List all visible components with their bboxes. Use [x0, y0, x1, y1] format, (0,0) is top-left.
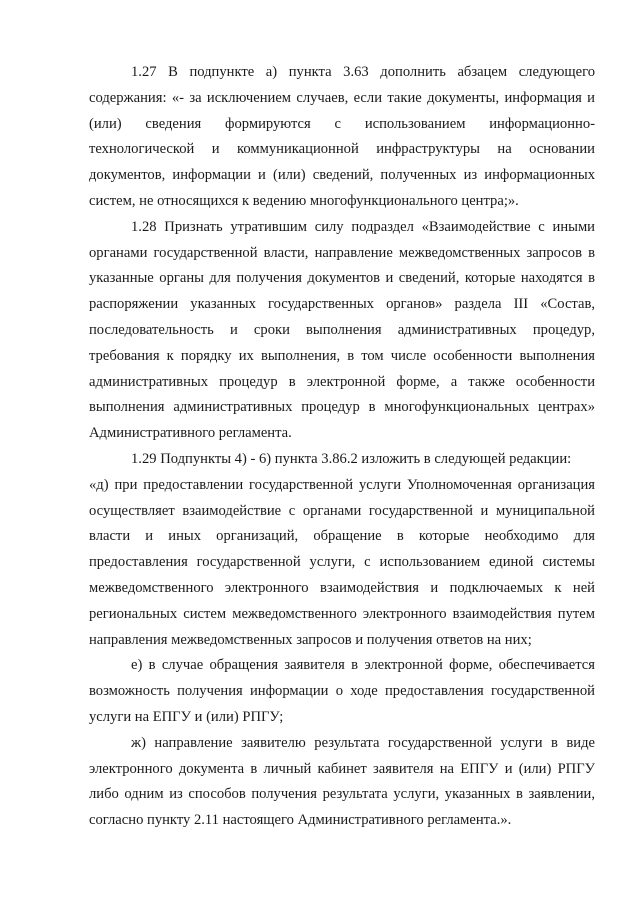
document-page — [89, 60, 595, 834]
paragraph-1-28: 1.28 Признать утратившим силу подраздел «Взаимодействие с иными органами государственной власти, направление межведомственных запросов в указанные органы для получения документов и сведений, которые находятся в распоряжении указанных государственных органов» раздела III «Состав, последовательность и сроки выполнения административных процедур, требования к порядку их выполнения, в том числе особенности выполнения административных процедур в электронной форме, а также особенности выполнения административных процедур в многофункциональных центрах» Административного регламента. — [89, 218, 595, 442]
paragraph-item-zh: ж) направление заявителю результата государственной услуги в виде электронного документа в личный кабинет заявителя на ЕПГУ и (или) РПГУ либо одним из способов получения результата услуги, указанных в заявлении, согласно пункту 2.11 настоящего Административного регламента.». — [89, 734, 595, 829]
paragraph-item-e: е) в случае обращения заявителя в электронной форме, обеспечивается возможность получения информации о ходе предоставления государственной услуги на ЕПГУ и (или) РПГУ; — [89, 657, 595, 725]
paragraph-1-29: 1.29 Подпункты 4) - 6) пункта 3.86.2 изложить в следующей редакции: — [131, 450, 572, 467]
paragraph-item-d: «д) при предоставлении государственной услуги Уполномоченная организация осуществляет взаимодействие с органами государственной и муниципальной власти и иных организаций, обращение в которые необходимо для предоставления государственной услуги, с использованием единой системы межведомственного электронного взаимодействия и подключаемых к ней региональных систем межведомственного электронного взаимодействия путем направления межведомственных запросов и получения ответов на них; — [89, 476, 595, 648]
paragraph-1-27: 1.27 В подпункте а) пункта 3.63 дополнить абзацем следующего содержания: «- за исключением случаев, если такие документы, информация и (или) сведения формируются с использованием информационно-технологической и коммуникационной инфраструктуры на основании документов, информации и (или) сведений, полученных из информационных систем, не относящихся к ведению многофункционального центра;». — [89, 64, 595, 209]
